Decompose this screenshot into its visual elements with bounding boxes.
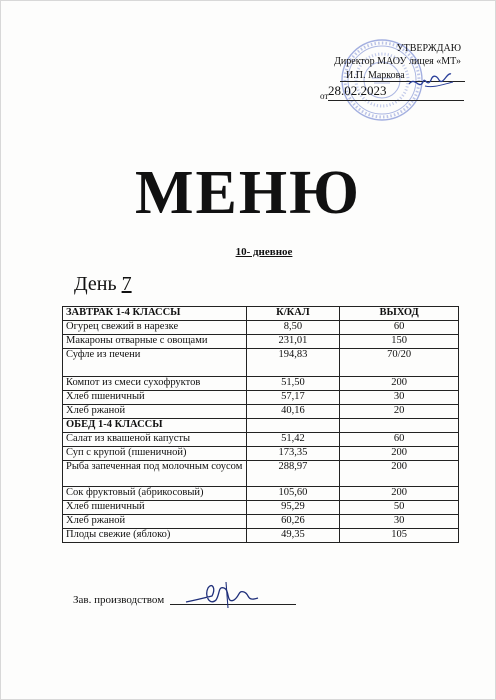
- approval-title: УТВЕРЖДАЮ: [396, 43, 461, 54]
- dish-output: 50: [340, 501, 459, 515]
- dish-name: Огурец свежий в нарезке: [63, 321, 247, 335]
- dish-kcal: 105,60: [246, 487, 340, 501]
- header-output: ВЫХОД: [340, 307, 459, 321]
- dish-kcal: 51,50: [246, 377, 340, 391]
- dish-name: Хлеб ржаной: [63, 405, 247, 419]
- dish-output: 200: [340, 377, 459, 391]
- day-label: День: [74, 273, 117, 295]
- dish-kcal: 231,01: [246, 335, 340, 349]
- table-section-row: [63, 419, 459, 433]
- section-lunch: ОБЕД 1-4 КЛАССЫ: [63, 419, 247, 433]
- table-row: [63, 501, 459, 515]
- dish-kcal: 173,35: [246, 447, 340, 461]
- table-row: [63, 433, 459, 447]
- dish-name: Суфле из печени: [63, 349, 247, 377]
- table-row: [63, 377, 459, 391]
- dish-output: 60: [340, 321, 459, 335]
- dish-name: Сок фруктовый (абрикосовый): [63, 487, 247, 501]
- dish-output: 30: [340, 515, 459, 529]
- manager-signature-icon: [182, 578, 262, 612]
- director-signature-icon: [405, 66, 455, 96]
- page-title: МЕНЮ: [135, 159, 361, 227]
- day-heading: [74, 273, 132, 296]
- dish-kcal: 194,83: [246, 349, 340, 377]
- table-row: [63, 461, 459, 487]
- dish-name: Макароны отварные с овощами: [63, 335, 247, 349]
- dish-output: 60: [340, 433, 459, 447]
- table-row: [63, 349, 459, 377]
- dish-kcal: 57,17: [246, 391, 340, 405]
- dish-kcal: 288,97: [246, 461, 340, 487]
- menu-table: [62, 306, 459, 543]
- dish-name: Плоды свежие (яблоко): [63, 529, 247, 543]
- dish-output: 105: [340, 529, 459, 543]
- dish-output: 30: [340, 391, 459, 405]
- empty-cell: [246, 419, 340, 433]
- approval-date-prefix: от: [320, 91, 329, 101]
- table-row: [63, 487, 459, 501]
- table-row: [63, 447, 459, 461]
- dish-kcal: 49,35: [246, 529, 340, 543]
- table-row: [63, 515, 459, 529]
- dish-output: 150: [340, 335, 459, 349]
- table-header-row: [63, 307, 459, 321]
- dish-name: Компот из смеси сухофруктов: [63, 377, 247, 391]
- approval-date: 28.02.2023: [328, 83, 387, 98]
- table-row: [63, 321, 459, 335]
- table-row: [63, 391, 459, 405]
- production-manager-label: Зав. производством: [73, 594, 165, 606]
- dish-kcal: 51,42: [246, 433, 340, 447]
- dish-kcal: 60,26: [246, 515, 340, 529]
- dish-name: Суп с крупой (пшеничной): [63, 447, 247, 461]
- approval-name: И.П. Маркова: [346, 70, 405, 81]
- approval-director: Директор МАОУ лицея «МТ»: [334, 56, 461, 67]
- menu-subtitle: 10- дневное: [235, 246, 293, 258]
- dish-output: 20: [340, 405, 459, 419]
- date-line: [328, 100, 464, 101]
- day-number: 7: [121, 273, 132, 295]
- dish-kcal: 8,50: [246, 321, 340, 335]
- dish-kcal: 40,16: [246, 405, 340, 419]
- dish-name: Хлеб пшеничный: [63, 391, 247, 405]
- dish-name: Хлеб ржаной: [63, 515, 247, 529]
- dish-kcal: 95,29: [246, 501, 340, 515]
- dish-name: Салат из квашеной капусты: [63, 433, 247, 447]
- dish-output: 70/20: [340, 349, 459, 377]
- table-row: [63, 529, 459, 543]
- empty-cell: [340, 419, 459, 433]
- dish-output: 200: [340, 487, 459, 501]
- dish-output: 200: [340, 447, 459, 461]
- table-row: [63, 405, 459, 419]
- dish-name: Рыба запеченная под молочным соусом: [63, 461, 247, 487]
- table-row: [63, 335, 459, 349]
- header-breakfast: ЗАВТРАК 1-4 КЛАССЫ: [63, 307, 247, 321]
- dish-name: Хлеб пшеничный: [63, 501, 247, 515]
- header-kcal: К/КАЛ: [246, 307, 340, 321]
- dish-output: 200: [340, 461, 459, 487]
